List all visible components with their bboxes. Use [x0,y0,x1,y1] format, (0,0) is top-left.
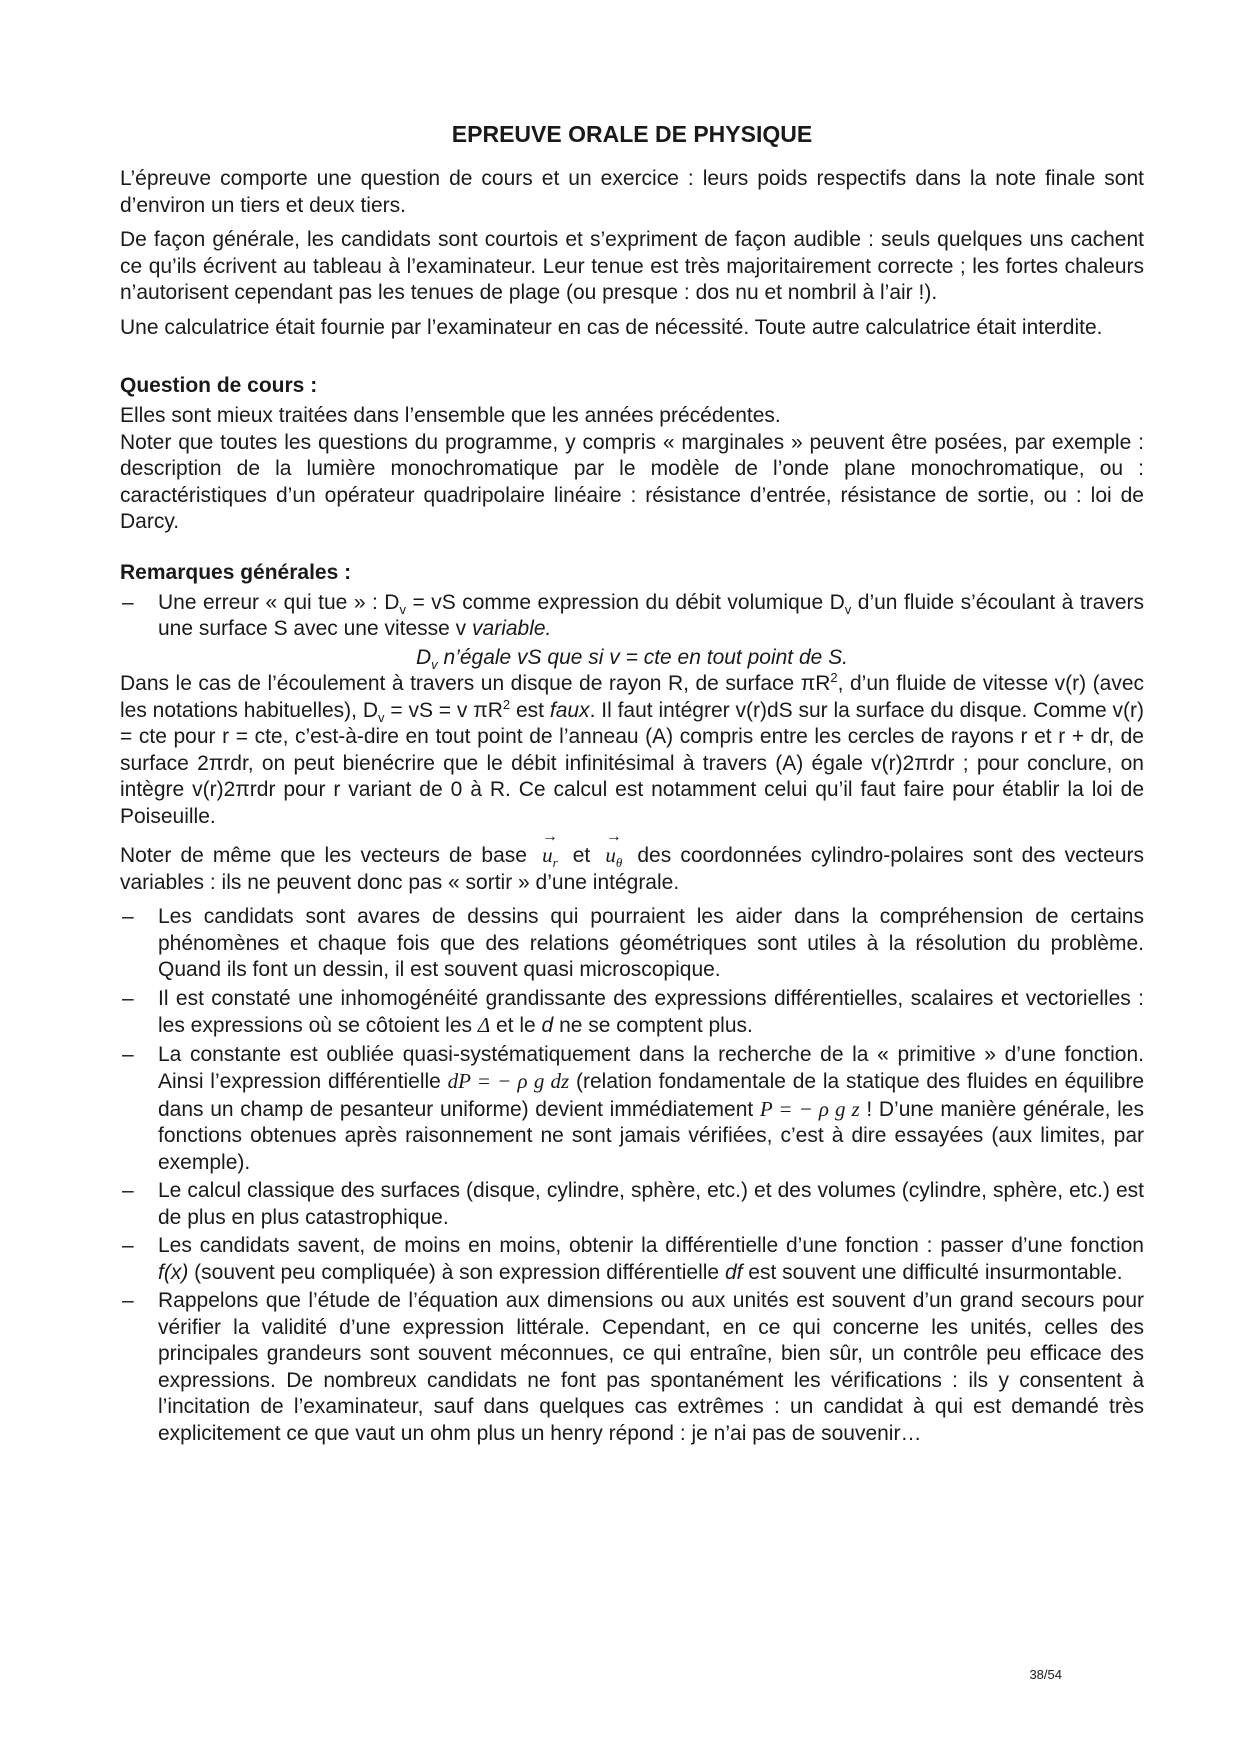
intro-paragraph-1: L’épreuve comporte une question de cours et un exercice : leurs poids respectifs dans la note finale sont d’environ un tiers et deux tiers. [120,167,1144,217]
cours-paragraph-2: Noter que toutes les questions du programme, y compris « marginales » peuvent être posées, par exemple : description de la lumière monochromatique par le modèle de l’onde plane monochromatique, ou : caractéristiques d’un opérateur quadripolaire linéaire : résistance d’entrée, résistance de sortie, ou : loi de Darcy. [120,430,1144,533]
remark-item-7: – Rappelons que l’étude de l’équation aux dimensions ou aux unités est souvent d’un grand secours pour vérifier la validité d’une expression littérale. Cependant, en ce qui concerne les unités, celles des principales grandeurs sont souvent méconnues, ce qui entraîne, bien sûr, un contrôle peu efficace des expressions. De nombreux candidats ne font pas spontanément les vérifications : ils y consentent à l’incitation de l’examinateur, sauf dans quelques cas extrêmes : un candidat à qui est demandé très explicitement ce que vaut un ohm plus un henry répond : je n’ai pas de souvenir… [120,1288,1144,1447]
page-title: EPREUVE ORALE DE PHYSIQUE [451,121,813,147]
remark-paragraph-disc: Dans le cas de l’écoulement à travers un disque de rayon R, de surface $\pi R^2$, d’un fluide de vitesse v(r) (avec les notations habituelles), $D_v$ = vS = v $\pi R^2$ est faux. Il faut intégrer v(r)dS sur la surface du disque. Comme v(r) = cte pour r = cte, c’est-à-dire en tout point de l’anneau (A) compris entre les cercles de rayons r et r + dr, de surface 2πrdr, on peut bienécrire que le débit infinitésimal à travers (A) égale v(r)2πrdr ; pour conclure, on intègre v(r)2πrdr pour r variant de 0 à R. Ce calcul est notamment celui qu’il faut faire pour établir la loi de Poiseuille. [120,670,1145,828]
remarques-list-2 [120,904,1144,1447]
page-number: 38/54 [1029,1667,1062,1682]
remark-item-5: – Le calcul classique des surfaces (disque, cylindre, sphère, etc.) et des volumes (cylindre, sphère, etc.) est de plus en plus catastrophique. [120,1178,1144,1231]
remark-item-4: – La constante est oubliée quasi-systématiquement dans la recherche de la « primitive » d’une fonction. Ainsi l’expression différentielle dP = − ρ g dz (relation fondamentale de la statique des fluides en équilibre dans un champ de pesanteur uniforme) devient immédiatement P = − ρ g z ! D’une manière générale, les fonctions obtenues après raisonnement ne sont jamais vérifiées, c’est à dire essayées (aux limites, par exemple). [120,1042,1144,1177]
intro-paragraph-2: De façon générale, les candidats sont courtois et s’expriment de façon audible : seuls quelques uns cachent ce qu’ils écrivent au tableau à l’examinateur. Leur tenue est très majoritairement correcte ; les fortes chaleurs n’autorisent cependant pas les tenues de plage (ou presque : dos nu et nombril à l’air !). [120,228,1144,304]
remark-item-2: – Les candidats sont avares de dessins qui pourraient les aider dans la compréhension de certains phénomènes et chaque fois que des relations géométriques sont utiles à la résolution du problème. Quand ils font un dessin, il est souvent quasi microscopique. [120,904,1144,984]
remarques-list-1 [120,590,1144,643]
remark-item-1: – Une erreur « qui tue » : $D_v$ = vS comme expression du débit volumique $D_v$ d’un fluide s’écoulant à travers une surface S avec une vitesse v variable. [120,590,1144,643]
remarques-heading: Remarques générales : [120,560,352,584]
intro-paragraph-3: Une calculatrice était fournie par l’examinateur en cas de nécessité. Toute autre calculatrice était interdite. [120,315,1103,339]
remark-paragraph-vectors: Noter de même que les vecteurs de base → $u_r$ et → $u_\theta$ des coordonnées cylindro-polaires sont des vecteurs variables : ils ne peuvent donc pas « sortir » d’une intégrale. [120,838,1144,896]
vector-ur: → $u_r$ [542,838,558,869]
cours-heading: Question de cours : [120,374,318,397]
remark-centered-statement: $D_v$ n’égale vS que si v = cte en tout point de S. [415,645,849,672]
remark-item-3: – Il est constaté une inhomogénéité grandissante des expressions différentielles, scalaires et vectorielles : les expressions où se côtoient les Δ et le d ne se comptent plus. [120,986,1144,1040]
vector-utheta: → $u_\theta$ [605,838,622,869]
cours-paragraph-1: Elles sont mieux traitées dans l’ensemble que les années précédentes. [120,404,781,427]
remark-item-6: – Les candidats savent, de moins en moins, obtenir la différentielle d’une fonction : passer d’une fonction f(x) (souvent peu compliquée) à son expression différentielle df est souvent une difficulté insurmontable. [120,1233,1144,1286]
